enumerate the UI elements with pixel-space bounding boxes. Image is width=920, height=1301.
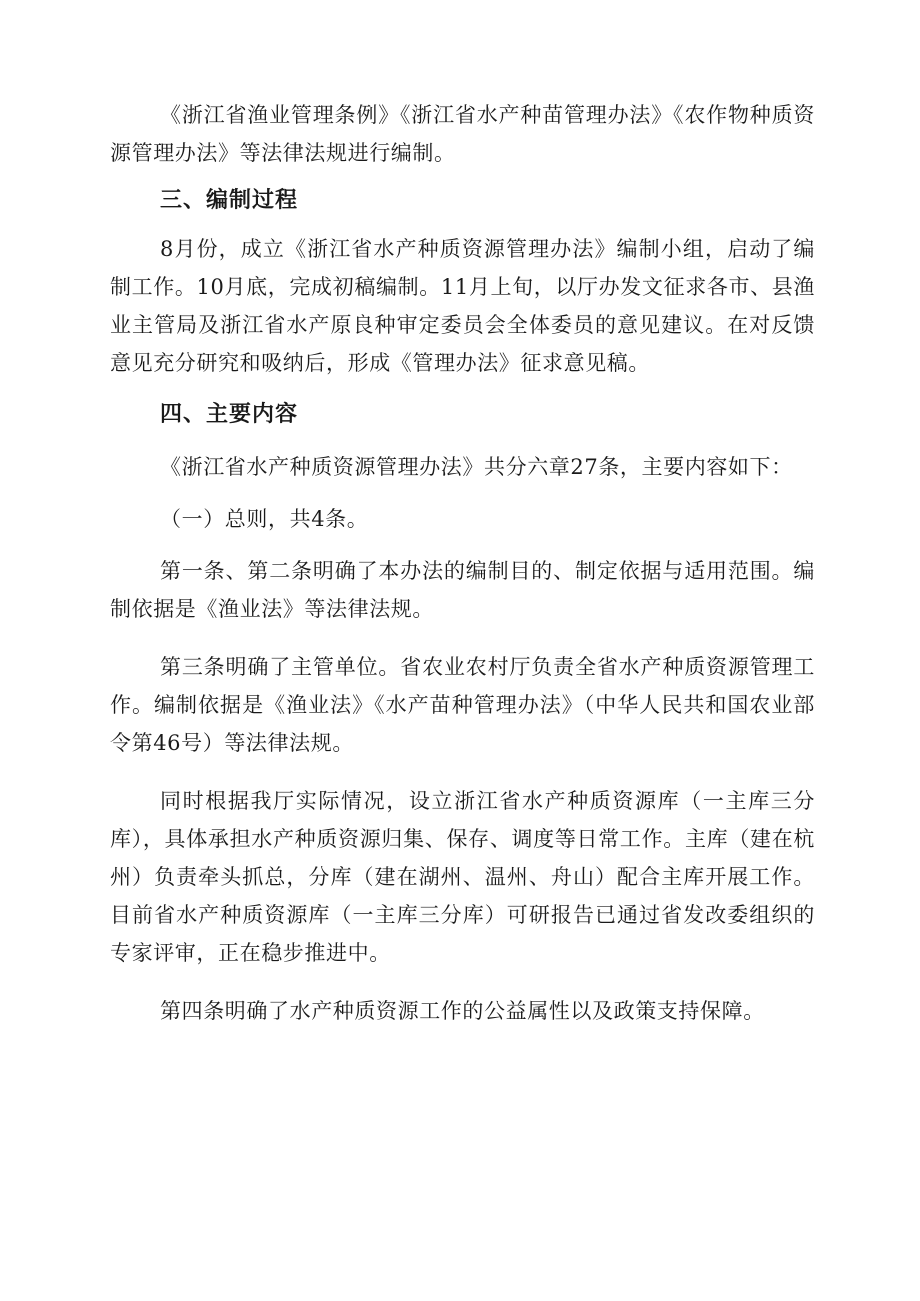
library-paragraph: 同时根据我厅实际情况，设立浙江省水产种质资源库（一主库三分库），具体承担水产种质资源归集、保存、调度等日常工作。主库（建在杭州）负责牵头抓总，分库（建在湖州、温州、舟山）配合主库开展工作。目前省水产种质资源库（一主库三分库）可研报告已通过省发改委组织的专家评审，正在稳步推进中。 bbox=[110, 789, 815, 965]
section-heading-process: 三、编制过程 bbox=[160, 188, 299, 213]
content-intro-paragraph: 《浙江省水产种质资源管理办法》共分六章27条，主要内容如下： bbox=[160, 455, 793, 479]
section-heading-content: 四、主要内容 bbox=[160, 402, 299, 427]
article-1-2-paragraph: 第一条、第二条明确了本办法的编制目的、制定依据与适用范围。编制依据是《渔业法》等法律法规。 bbox=[110, 559, 815, 621]
article-4-paragraph: 第四条明确了水产种质资源工作的公益属性以及政策支持保障。 bbox=[160, 999, 765, 1023]
subsection-general-provisions: （一）总则，共4条。 bbox=[160, 507, 369, 531]
intro-paragraph: 《浙江省渔业管理条例》《浙江省水产种苗管理办法》《农作物种质资源管理办法》等法律法规进行编制。 bbox=[110, 103, 815, 165]
article-3-paragraph: 第三条明确了主管单位。省农业农村厅负责全省水产种质资源管理工作。编制依据是《渔业法》《水产苗种管理办法》（中华人民共和国农业部令第46号）等法律法规。 bbox=[110, 655, 815, 755]
process-paragraph: 8月份，成立《浙江省水产种质资源管理办法》编制小组，启动了编制工作。10月底，完成初稿编制。11月上旬，以厅办发文征求各市、县渔业主管局及浙江省水产原良种审定委员会全体委员的意见建议。在对反馈意见充分研究和吸纳后，形成《管理办法》征求意见稿。 bbox=[110, 237, 815, 375]
document-page bbox=[110, 96, 815, 1030]
